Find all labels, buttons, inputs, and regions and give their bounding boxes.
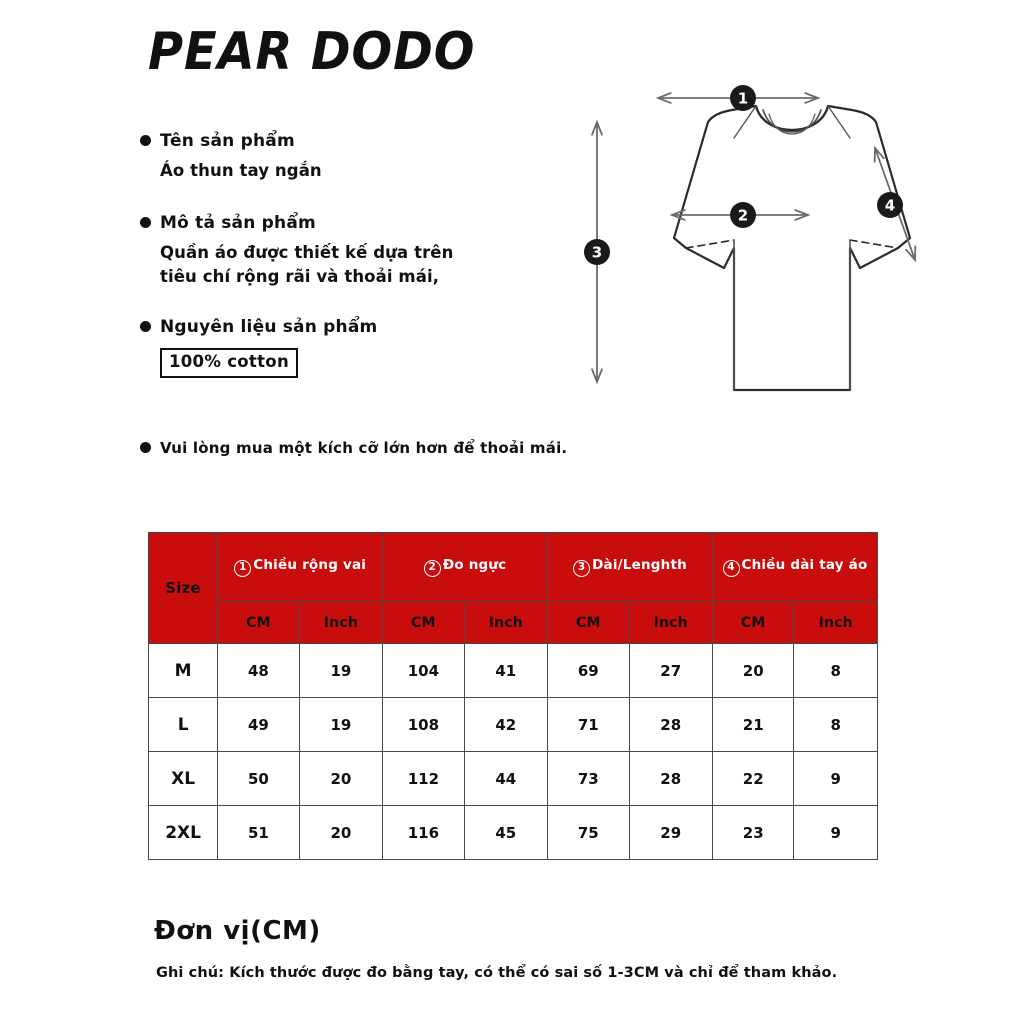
cell: 8 (794, 644, 878, 698)
info-head (140, 212, 570, 235)
cell: 19 (299, 644, 382, 698)
table-row (149, 698, 878, 752)
diagram-badge-3-label: 3 (591, 243, 603, 262)
group-4-label: Chiều dài tay áo (741, 557, 868, 573)
product-info-list (140, 130, 570, 398)
info-block-material (140, 316, 570, 378)
diagram-badge-1 (730, 85, 756, 111)
cell: 20 (712, 644, 793, 698)
description-line-1: Quần áo được thiết kế dựa trên (160, 242, 454, 262)
cell: 44 (464, 752, 547, 806)
table-row (149, 806, 878, 860)
diagram-badge-2-label: 2 (737, 206, 749, 225)
table-header-group-3 (548, 533, 713, 602)
cell: 108 (383, 698, 464, 752)
cell: 27 (629, 644, 712, 698)
unit-title: Đơn vị(CM) (154, 916, 321, 946)
info-title-material: Nguyên liệu sản phẩm (160, 317, 378, 338)
cell: 9 (794, 806, 878, 860)
group-3-label: Dài/Lenghth (592, 557, 687, 573)
cell: 8 (794, 698, 878, 752)
unit-header-1: Inch (299, 602, 382, 644)
bullet-dot-icon (140, 442, 151, 453)
unit-header-7: Inch (794, 602, 878, 644)
info-block-product-name (140, 130, 570, 184)
diagram-badge-2 (730, 202, 756, 228)
group-2-label: Đo ngực (442, 557, 507, 573)
cell: 116 (383, 806, 464, 860)
table-header-group-1 (218, 533, 383, 602)
material-value-box: 100% cotton (160, 348, 298, 378)
group-2-number-icon: 2 (424, 560, 441, 577)
row-size-label: 2XL (149, 806, 218, 860)
info-block-description (140, 212, 570, 290)
row-size-label: M (149, 644, 218, 698)
cell: 73 (548, 752, 629, 806)
unit-header-2: CM (383, 602, 464, 644)
cell: 48 (218, 644, 299, 698)
info-title-product-name: Tên sản phẩm (160, 131, 295, 151)
sizing-advice-text: Vui lòng mua một kích cỡ lớn hơn để thoải mái. (160, 439, 568, 457)
group-1-label: Chiều rộng vai (253, 557, 367, 573)
diagram-badge-3 (584, 239, 610, 265)
info-head (140, 130, 570, 153)
cell: 41 (464, 644, 547, 698)
info-title-description: Mô tả sản phẩm (160, 212, 316, 233)
table-group-header-row (149, 533, 878, 602)
info-value-product-name: Áo thun tay ngắn (160, 160, 322, 180)
info-head (140, 316, 570, 339)
info-value-description (160, 241, 570, 291)
unit-header-6: CM (712, 602, 793, 644)
diagram-badge-4 (877, 192, 903, 218)
bullet-dot-icon (140, 217, 151, 228)
bullet-dot-icon (140, 321, 151, 332)
cell: 22 (712, 752, 793, 806)
cell: 104 (383, 644, 464, 698)
cell: 71 (548, 698, 629, 752)
diagram-badge-1-label: 1 (737, 89, 749, 108)
table-header-group-2 (383, 533, 548, 602)
table-header-group-4 (712, 533, 877, 602)
tshirt-diagram-svg (560, 70, 920, 420)
cell: 69 (548, 644, 629, 698)
cell: 112 (383, 752, 464, 806)
cell: 42 (464, 698, 547, 752)
unit-header-0: CM (218, 602, 299, 644)
cell: 49 (218, 698, 299, 752)
table-header-size: Size (149, 533, 218, 644)
unit-header-3: Inch (464, 602, 547, 644)
diagram-badge-4-label: 4 (884, 196, 896, 215)
cell: 50 (218, 752, 299, 806)
row-size-label: XL (149, 752, 218, 806)
cell: 20 (299, 752, 382, 806)
size-chart-table (148, 532, 878, 860)
cell: 51 (218, 806, 299, 860)
cell: 9 (794, 752, 878, 806)
sizing-advice-note (140, 438, 600, 458)
table-row (149, 644, 878, 698)
unit-header-5: Inch (629, 602, 712, 644)
cell: 45 (464, 806, 547, 860)
brand-logo: PEAR DODO (148, 22, 476, 82)
cell: 29 (629, 806, 712, 860)
description-line-2: tiêu chí rộng rãi và thoải mái, (160, 267, 440, 287)
group-3-number-icon: 3 (573, 560, 590, 577)
cell: 28 (629, 698, 712, 752)
size-table-body (149, 644, 878, 860)
group-1-number-icon: 1 (234, 560, 251, 577)
cell: 75 (548, 806, 629, 860)
unit-header-4: CM (548, 602, 629, 644)
cell: 19 (299, 698, 382, 752)
cell: 23 (712, 806, 793, 860)
cell: 20 (299, 806, 382, 860)
cell: 28 (629, 752, 712, 806)
table-row (149, 752, 878, 806)
footer-disclaimer: Ghi chú: Kích thước được đo bằng tay, có thể có sai số 1-3CM và chỉ để tham khảo. (156, 965, 838, 981)
group-4-number-icon: 4 (723, 560, 740, 577)
bullet-dot-icon (140, 135, 151, 146)
table-unit-header-row (149, 602, 878, 644)
cell: 21 (712, 698, 793, 752)
tshirt-measurement-diagram (560, 70, 920, 420)
row-size-label: L (149, 698, 218, 752)
